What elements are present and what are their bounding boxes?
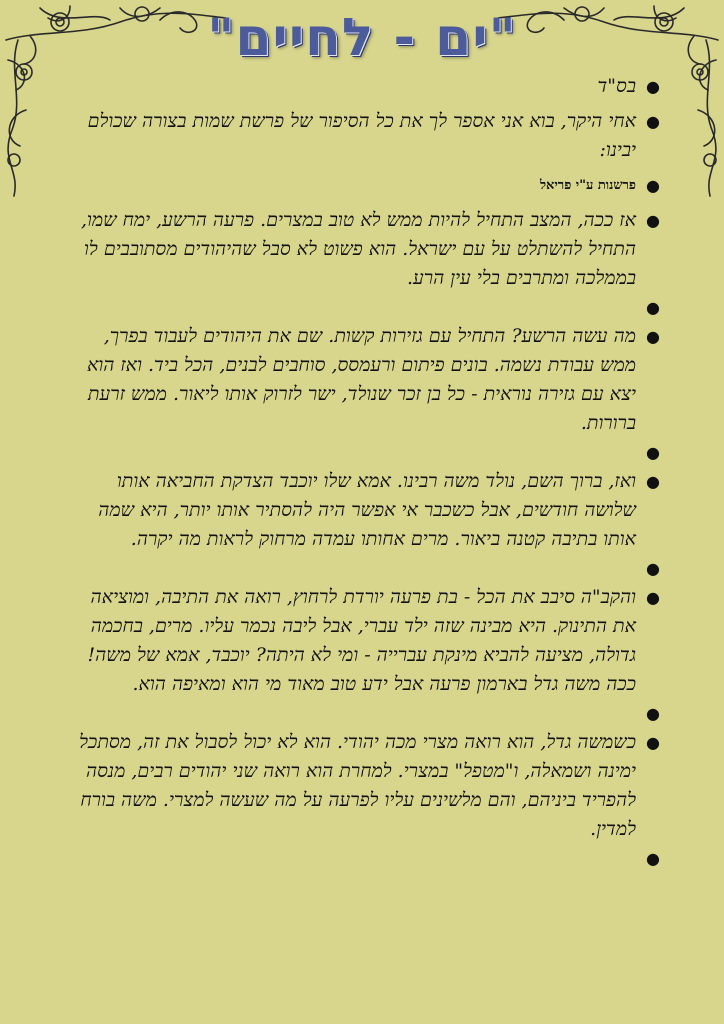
document-body (70, 72, 660, 873)
bullet-icon: ● (646, 704, 660, 723)
item-text: אז ככה, המצב התחיל להיות ממש לא טוב במצרים. פרעה הרשע, ימח שמו, התחיל להשתלט על עם ישראל. הוא פשוט לא סבל שהיהודים מסתובבים לו בממלכה ומתרבים בלי עין הרע. (80, 209, 636, 289)
bullet-icon: ● (646, 112, 660, 131)
item-text: כשמשה גדל, הוא רואה מצרי מכה יהודי. הוא לא יכול לסבול את זה, מסתכל ימינה ושמאלה, ו"מטפל" במצרי. למחרת הוא רואה שני יהודים רבים, מנסה להפריד ביניהם, והם מלשינים עליו לפרעה על מה שעשה למצרי. משה בורח למדין. (79, 731, 636, 840)
list-item (70, 72, 660, 101)
item-text: ואז, ברוך השם, נולד משה רבינו. אמא שלו יוכבד הצדקת החביאה אותו שלושה חודשים, אבל כשכבר אי אפשר היה להסתיר אותו יותר, היא שמה אותו בתיבה קטנה ביאור. מרים אחותו עמדה מרחוק לראות מה יקרה. (98, 470, 636, 550)
list-item (70, 728, 660, 844)
bullet-icon: ● (646, 472, 660, 491)
item-text: בס"ד (597, 75, 636, 97)
list-item (70, 171, 660, 200)
list-item (70, 583, 660, 699)
bullet-icon: ● (646, 443, 660, 462)
bullet-icon: ● (646, 176, 660, 195)
list-item-empty (70, 554, 660, 583)
item-text: אחי היקר, בוא אני אספר לך את כל הסיפור של פרשת שמות בצורה שכולם יבינו: (87, 110, 636, 161)
bullet-icon: ● (646, 559, 660, 578)
bullet-icon: ● (646, 77, 660, 96)
item-text: והקב"ה סיבב את הכל - בת פרעה יורדת לרחוץ, רואה את התיבה, ומוציאה את התינוק. היא מבינה שזה ילד עברי, אבל ליבה נכמר עליו. מרים, בחכמה גדולה, מציעה להביא מינקת עברייה - ומי לא היתה? יוכבד, אמא של משה! ככה משה גדל בארמון פרעה אבל ידע טוב מאוד מי הוא ומאיפה הוא. (87, 586, 636, 695)
list-item-empty (70, 844, 660, 873)
item-text: מה עשה הרשע? התחיל עם גזירות קשות. שם את היהודים לעבוד בפרך, ממש עבודת נשמה. בונים פיתום ורעמסס, סוחבים לבנים, הכל ביד. ואז הוא יצא עם גזירה נוראית - כל בן זכר שנולד, ישר לזרוק אותו ליאור. ממש זרעת ברורות. (86, 325, 636, 434)
list-item-empty (70, 699, 660, 728)
list-item-empty (70, 293, 660, 322)
bullet-icon: ● (646, 298, 660, 317)
bullet-icon: ● (646, 327, 660, 346)
list-item (70, 206, 660, 293)
bullet-icon: ● (646, 849, 660, 868)
list-item-empty (70, 438, 660, 467)
bullet-icon: ● (646, 733, 660, 752)
page-title: "ים - לחיים" (207, 8, 517, 68)
list-item (70, 467, 660, 554)
item-text: פרשנות ע"י פריאל (539, 178, 636, 193)
list-item (70, 107, 660, 165)
bullet-icon: ● (646, 211, 660, 230)
list-item (70, 322, 660, 438)
bullet-list (70, 72, 660, 873)
bullet-icon: ● (646, 588, 660, 607)
